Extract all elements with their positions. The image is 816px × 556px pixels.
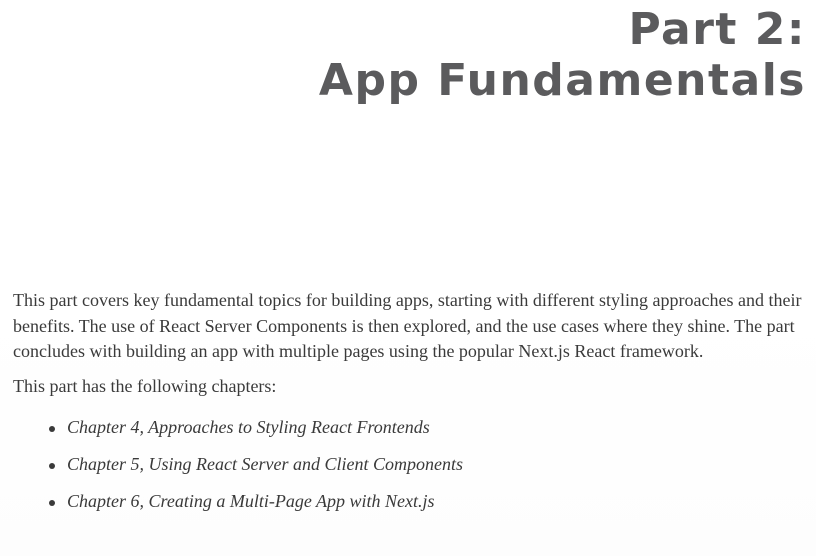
part-title: App Fundamentals xyxy=(318,55,806,106)
chapter-list-item xyxy=(13,452,806,489)
part-number: Part 2: xyxy=(628,4,806,55)
chapter-title: Chapter 5, Using React Server and Client Components xyxy=(67,454,463,474)
intro-paragraph: This part covers key fundamental topics for building apps, starting with different styling approaches and their benefits. The use of React Server Components is then explored, and the use cases where they shine. The part concludes with building an app with multiple pages using the popular Next.js React framework. xyxy=(13,290,802,361)
chapter-list-item xyxy=(13,415,806,452)
bullet-icon xyxy=(49,426,55,432)
chapters-lead-text: This part has the following chapters: xyxy=(13,375,277,396)
bullet-icon xyxy=(49,463,55,469)
chapter-title: Chapter 6, Creating a Multi-Page App with Next.js xyxy=(67,491,435,511)
chapter-list xyxy=(13,415,806,526)
bullet-icon xyxy=(49,500,55,506)
chapter-list-item xyxy=(13,489,806,526)
part-body xyxy=(13,288,806,526)
part-heading xyxy=(319,2,806,109)
chapter-title: Chapter 4, Approaches to Styling React Frontends xyxy=(67,417,430,437)
